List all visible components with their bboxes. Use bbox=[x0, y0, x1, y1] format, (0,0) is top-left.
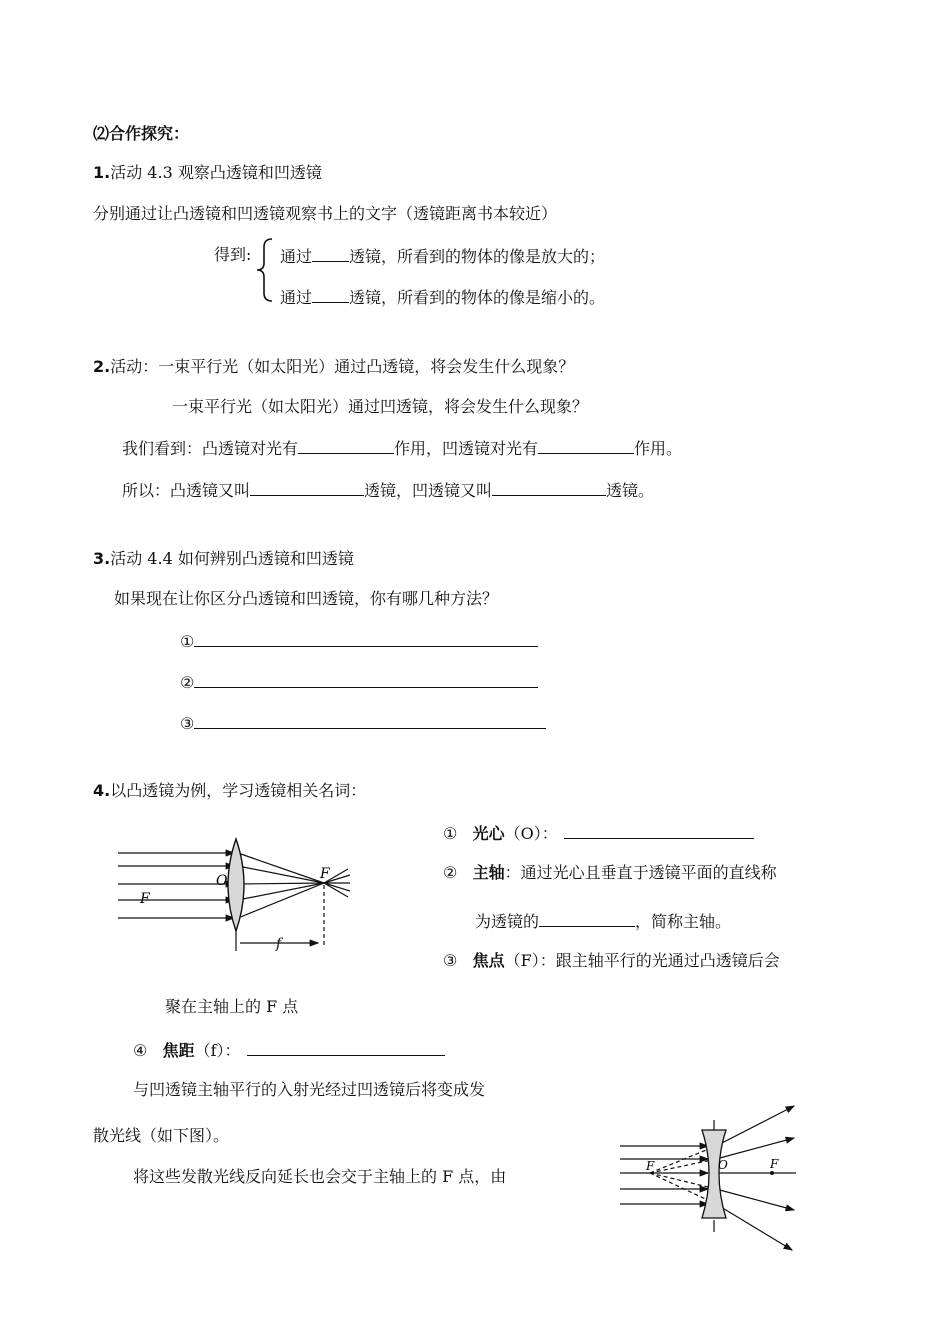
q4-para-2: 散光线（如下图）。 bbox=[93, 1126, 230, 1145]
q2-line1: 2.活动：一束平行光（如太阳光）通过凸透镜，将会发生什么现象？ bbox=[93, 357, 575, 376]
term-optical-center: ① 光心（O）： bbox=[443, 822, 754, 844]
q1-line2: 通过 透镜，所看到的物体的像是缩小的。 bbox=[280, 288, 606, 307]
label-focus-left: F bbox=[140, 891, 150, 907]
q2-so: 所以：凸透镜又叫 透镜，凹透镜又叫 透镜。 bbox=[122, 481, 655, 500]
blank-method-1[interactable] bbox=[194, 630, 538, 647]
q4-para-3: 将这些发散光线反向延长也会交于主轴上的 F 点，由 bbox=[133, 1167, 507, 1186]
blank-method-2[interactable] bbox=[194, 671, 538, 688]
q4-heading: 4.以凸透镜为例，学习透镜相关名词： bbox=[93, 781, 367, 800]
q4-number: 4. bbox=[93, 781, 111, 800]
q1-heading bbox=[93, 163, 322, 183]
q1-instruction: 分别通过让凸透镜和凹透镜观察书上的文字（透镜距离书本较近） bbox=[93, 204, 558, 223]
q1-line1: 通过 透镜，所看到的物体的像是放大的； bbox=[280, 247, 606, 266]
blank-lens-magnify[interactable] bbox=[312, 245, 349, 262]
label-focus-right: F bbox=[320, 866, 330, 882]
q3-method-1: ① bbox=[180, 630, 538, 652]
label-concave-focus-right: F bbox=[770, 1157, 779, 1171]
q3-question: 如果现在让你区分凸透镜和凹透镜，你有哪几种方法？ bbox=[114, 589, 499, 608]
blank-focal-length[interactable] bbox=[247, 1039, 445, 1056]
label-virtual-focus: F bbox=[646, 1159, 655, 1173]
focus-point-marker bbox=[770, 1171, 774, 1175]
q3-heading: 3.活动 4.4 如何辨别凸透镜和凹透镜 bbox=[93, 549, 354, 568]
term-focus-cont: 聚在主轴上的 F 点 bbox=[165, 997, 299, 1016]
q4-para-1: 与凹透镜主轴平行的入射光经过凹透镜后将变成发 bbox=[133, 1080, 486, 1099]
blank-optical-center[interactable] bbox=[564, 822, 754, 839]
blank-main-axis[interactable] bbox=[539, 910, 635, 927]
q1-title: 活动 4.3 观察凸透镜和凹透镜 bbox=[110, 163, 322, 182]
term-main-axis: ② 主轴：通过光心且垂直于透镜平面的直线称 bbox=[443, 863, 777, 882]
label-focal-length: f bbox=[276, 936, 282, 952]
q2-line2: 一束平行光（如太阳光）通过凹透镜，将会发生什么现象？ bbox=[172, 397, 589, 416]
blank-convex-name[interactable] bbox=[250, 479, 364, 496]
curly-brace-icon bbox=[254, 237, 276, 303]
q1-number: 1. bbox=[93, 163, 111, 182]
term-focus: ③ 焦点（F）：跟主轴平行的光通过凸透镜后会 bbox=[443, 951, 780, 970]
blank-concave-name[interactable] bbox=[492, 479, 606, 496]
concave-lens-shape bbox=[702, 1130, 726, 1218]
q1-lead: 得到: bbox=[214, 245, 252, 264]
blank-convex-effect[interactable] bbox=[298, 437, 394, 454]
term-main-axis-cont: 为透镜的 ，简称主轴。 bbox=[475, 912, 732, 931]
blank-lens-shrink[interactable] bbox=[312, 286, 349, 303]
term-focal-length: ④ 焦距（f）： bbox=[133, 1039, 445, 1061]
blank-method-3[interactable] bbox=[194, 712, 546, 729]
q3-method-2: ② bbox=[180, 671, 538, 693]
blank-concave-effect[interactable] bbox=[538, 437, 634, 454]
concave-lens-figure bbox=[612, 1098, 812, 1254]
convex-lens-figure bbox=[112, 833, 362, 958]
label-optical-center: O bbox=[216, 873, 228, 889]
label-concave-center: O bbox=[718, 1158, 728, 1172]
q3-number: 3. bbox=[93, 549, 111, 568]
q2-number: 2. bbox=[93, 357, 111, 376]
section-title: ⑵合作探究： bbox=[93, 124, 190, 143]
q2-seen: 我们看到：凸透镜对光有 作用，凹透镜对光有 作用。 bbox=[122, 439, 683, 458]
q3-method-3: ③ bbox=[180, 712, 546, 734]
